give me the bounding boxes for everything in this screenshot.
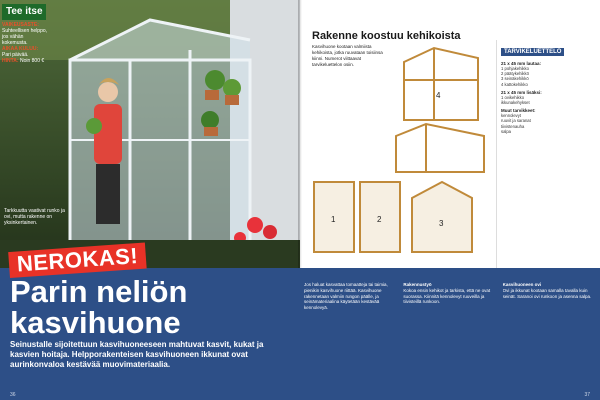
- parts-item: ruuvit ja saranat: [501, 118, 531, 124]
- body-text: Kokoa ensin kehikot ja tarkista, että ne ovat suorassa. Kiinnitä kennolevyt ruuveilla ja tiivisteillä runkoon.: [403, 287, 491, 305]
- tip-head-time: AIKAA KULUU:: [2, 46, 39, 52]
- parts-item: 1 ovikehikko: [501, 94, 525, 100]
- section-tab: Tee itse: [2, 4, 46, 20]
- parts-group: [501, 61, 598, 87]
- nerokas-banner: NEROKAS!: [8, 242, 147, 278]
- diagram-label-4: 4: [436, 91, 441, 100]
- diagram-label-3: 3: [439, 219, 444, 228]
- parts-group-title: Muut tarvikkeet:: [501, 108, 536, 114]
- parts-item: 3 seinäkehikkö: [501, 76, 529, 82]
- folio-left: 36: [10, 392, 16, 398]
- parts-item: salpa: [501, 128, 512, 134]
- body-column: [403, 282, 496, 382]
- body-column: [503, 282, 596, 382]
- parts-item: ikkunakehykset: [501, 100, 530, 106]
- tip-head-price: HINTA:: [2, 58, 19, 64]
- tips-box: [2, 22, 48, 64]
- photo-caption: Tarkkuutta vaativat runko ja ovi, mutta rakenne on yksinkertainen.: [4, 208, 65, 226]
- structure-diagram: [308, 40, 504, 266]
- body-column: [304, 282, 397, 382]
- parts-item: tiivistenauha: [501, 123, 525, 129]
- body-columns: [304, 282, 596, 382]
- headline: Parin neliön kasvihuone: [10, 274, 188, 340]
- tip-text-price: Noin 800 €: [19, 58, 45, 64]
- folio-right: 37: [584, 392, 590, 398]
- parts-item: 1 pohjakehikko: [501, 66, 529, 71]
- parts-group-title: 21 x 45 mm lautaa:: [501, 61, 542, 66]
- parts-group-title: 21 x 45 mm lisäksi:: [501, 89, 542, 95]
- parts-item: 2 päätykehikkö: [501, 71, 529, 77]
- diagram-title: Rakenne koostuu kehikoista: [312, 30, 461, 42]
- body-text: Ovi ja ikkunat kootaan samalla tavalla kuin seinät. Saranoi ovi runkoon ja asenna salpa.: [502, 287, 592, 299]
- parts-item: 4 kattokehikko: [501, 81, 528, 87]
- parts-title: TARVIKELUETTELO: [501, 48, 564, 56]
- parts-item: kennolevyt: [501, 113, 522, 119]
- tip-text-time: Pari päivää.: [2, 52, 29, 58]
- diagram-label-2: 2: [377, 215, 382, 224]
- body-text: Jos haluat kasvattaa tomaatteja tai taimia, pienikin kasvihuone riittää. Kasvihuone rakennetaan valmiin rungon päälle, ja seinämateriaalina käytetään kestävää kennolevyä.: [304, 282, 388, 311]
- parts-group: [501, 108, 598, 134]
- diagram-label-1: 1: [331, 215, 336, 224]
- diagram-intro: Kasvihuone kootaan valmiista kehikoista, jotka ruuvataan toisiinsa kiinni. Numerot viittaavat tarvikeluettelon osiin.: [312, 44, 383, 67]
- tip-text-difficulty: Suhteellisen helppo, jos vähän kokemusta.: [2, 28, 48, 46]
- parts-list: [496, 40, 598, 268]
- body-subheading: Kasvihuoneen ovi: [502, 282, 542, 287]
- body-subheading: Rakennustyö: [403, 282, 432, 287]
- lead-paragraph: Seinustalle sijoitettuun kasvihuoneeseen mahtuvat kasvit, kukat ja kasvien hoitaja. Helpporakenteisen kasvihuoneen ikkunat ovat aurinkonvaloa kestävää muovimateriaalia.: [10, 340, 264, 369]
- tip-head-difficulty: VAIKEUSASTE:: [2, 22, 39, 28]
- parts-group: [501, 90, 598, 105]
